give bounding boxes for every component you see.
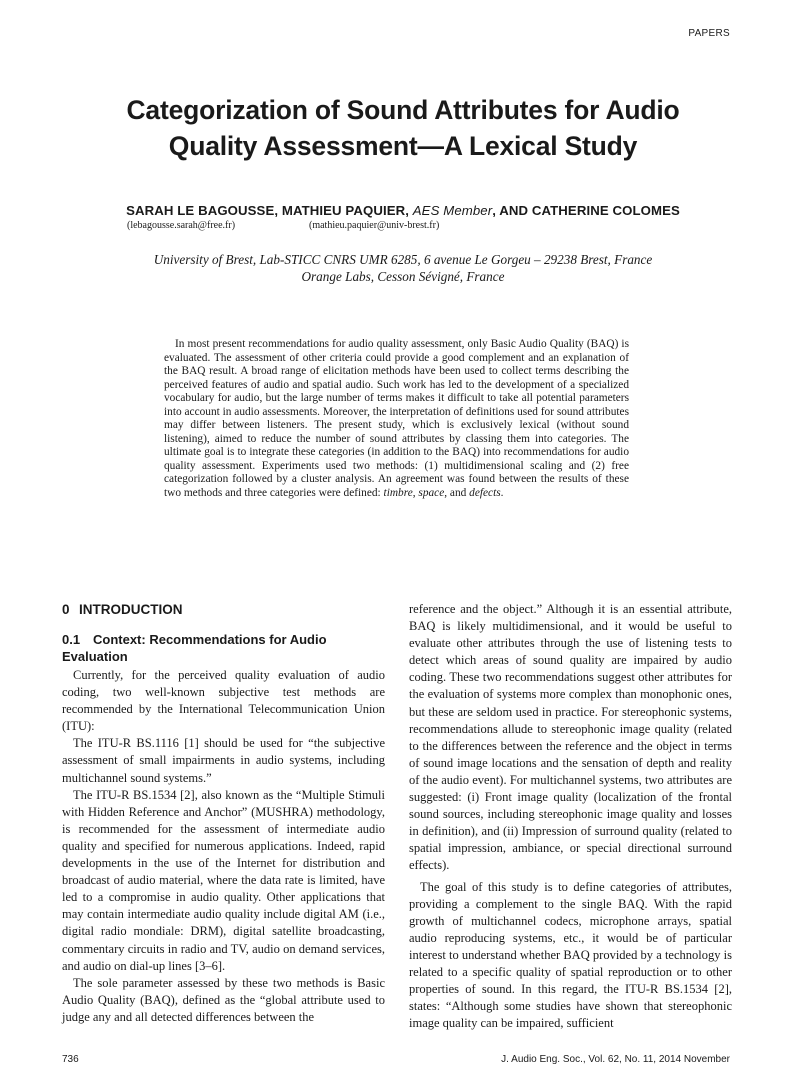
author-email-2: (mathieu.paquier@univ-brest.fr) xyxy=(309,220,440,231)
abstract-end: . xyxy=(500,486,504,499)
author-email-1: (lebagousse.sarah@free.fr) xyxy=(127,220,236,231)
abstract-category-space: space xyxy=(418,486,445,499)
author-role: AES Member xyxy=(412,203,493,218)
journal-reference: J. Audio Eng. Soc., Vol. 62, No. 11, 2014 November xyxy=(501,1054,730,1065)
abstract-category-defects: defects xyxy=(469,486,501,499)
paper-title xyxy=(60,92,746,164)
author-list xyxy=(0,203,806,218)
section-number: 0 xyxy=(62,602,70,617)
subsection-number: 0.1 xyxy=(62,632,81,647)
affiliation-2: Orange Labs, Cesson Sévigné, France xyxy=(301,269,505,284)
authors-part-2: , AND CATHERINE COLOMES xyxy=(492,203,680,218)
right-column xyxy=(409,601,732,1032)
section-heading xyxy=(62,601,385,618)
running-header: PAPERS xyxy=(688,28,730,39)
affiliation-1: University of Brest, Lab-STICC CNRS UMR 6285, 6 avenue Le Gorgeu – 29238 Brest, France xyxy=(153,252,653,267)
section-title: INTRODUCTION xyxy=(79,602,183,617)
abstract-text: In most present recommendations for audio quality assessment, only Basic Audio Quality (BAQ) is evaluated. The assessment of other criteria could provide a good complement and an explanation of the BAQ result. A broad range of elicitation methods have been used to collect terms describing the perceived features of audio and spatial audio. Such work has led to the development of a specialized vocabulary for audio, but the large number of terms makes it difficult to take all potential parameters into account in audio assessments. Moreover, the interpretation of definitions used for sound attributes may differ between listeners. The present study, which is exclusively lexical (without sound listening), aimed to reduce the number of sound attributes by classing them into categories. The ultimate goal is to integrate these categories (in addition to the BAQ) into recommendations for audio quality assessment. Experiments used two methods: (1) multidimensional scaling and (2) free categorization followed by a cluster analysis. An agreement was found between the results of these two methods and three categories were defined: xyxy=(164,338,629,499)
authors-part-1: SARAH LE BAGOUSSE, MATHIEU PAQUIER, xyxy=(126,203,413,218)
abstract-category-timbre: timbre xyxy=(383,486,413,499)
paragraph: The sole parameter assessed by these two methods is Basic Audio Quality (BAQ), defined as the “global attribute used to judge any and all detected differences between the xyxy=(62,975,385,1024)
paragraph: Currently, for the perceived quality evaluation of audio coding, two well-known subjective test methods are recommended by the International Telecommunication Union (ITU): xyxy=(62,668,385,734)
title-line-1: Categorization of Sound Attributes for Audio xyxy=(126,95,680,125)
left-column xyxy=(62,601,385,1026)
page-number: 736 xyxy=(62,1054,79,1065)
paragraph: The ITU-R BS.1534 [2], also known as the “Multiple Stimuli with Hidden Reference and Anchor” (MUSHRA) methodology, is recommended for the assessment of intermediate audio quality and specified for numerous applications. Indeed, rapid developments in the use of the Internet for distribution and broadcast of audio material, where the data rate is limited, have led to a compromise in audio quality. Other applications that may contain intermediate audio quality include digital AM (i.e., digital radio mondiale: DRM), digital satellite broadcasting, commentary circuits in radio and TV, audio on demand services, and audio on dial-up lines [3–6]. xyxy=(62,787,385,973)
affiliations xyxy=(0,251,806,285)
paragraph: The goal of this study is to define categories of attributes, providing a complement to the single BAQ. With the rapid growth of multichannel codecs, microphone arrays, spatial audio reproducing systems, etc., it would be of particular interest to understand whether BAQ provided by a technology is related to a specific quality of spatial reproduction or to other properties of sound. In this regard, the ITU-R BS.1534 [2], states: “Although some studies have shown that stereophonic image quality can be impaired, sufficient xyxy=(409,879,732,1031)
abstract xyxy=(164,338,629,500)
subsection-heading xyxy=(62,631,385,665)
paragraph: The ITU-R BS.1116 [1] should be used for “the subjective assessment of small impairments in audio systems, including multichannel sound systems.” xyxy=(62,736,385,785)
subsection-title: Context: Recommendations for Audio Evaluation xyxy=(62,632,327,664)
abstract-separator-1: , xyxy=(412,486,419,499)
abstract-separator-2: , and xyxy=(444,486,470,499)
paragraph: reference and the object.” Although it is an essential attribute, BAQ is likely multidimensional, and it would be useful to evaluate other attributes through the use of listening tests to detect which areas of sound quality are impaired by audio coding. These two recommendations suggest other attributes for the evaluation of systems more complex than monophonic ones, but these are seldom used in practice. For stereophonic systems, recommendations allude to stereophonic image quality (related to the differences between the reference and the object in terms of sound image locations and the sensation of depth and reality of the audio event). For multichannel systems, two attributes are suggested: (i) Front image quality (localization of the frontal sound sources, including stereophonic image quality and losses in definition), and (ii) Impression of surround quality (related to spatial impression, ambiance, or special directional surround effects). xyxy=(409,602,732,873)
title-line-2: Quality Assessment—A Lexical Study xyxy=(168,131,638,161)
